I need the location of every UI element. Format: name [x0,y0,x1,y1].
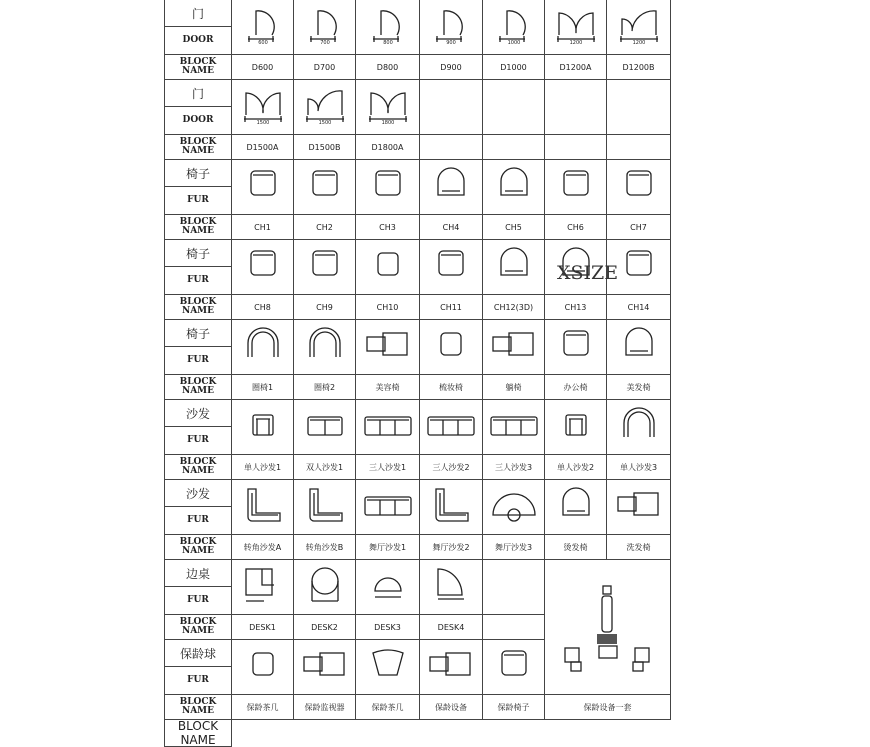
block-name [293,374,356,400]
block-preview-long [419,639,483,695]
block-name-text: 单人沙发2 [556,462,595,472]
block-name [355,374,420,400]
block-name-text: 单人沙发3 [619,462,658,472]
block-preview-sofa3 [419,399,483,455]
block-preview-sofa1 [231,399,294,455]
chairround-icon [614,325,664,369]
empty-cell [544,79,607,135]
block-name [544,454,607,480]
block-name [419,374,483,400]
corner-icon [300,485,350,529]
category-label-cn [164,399,232,427]
block-preview-square [231,639,294,695]
arch-icon [300,325,350,369]
desk4-icon [426,565,476,609]
block-name-label-text: BLOCK NAME [179,537,217,556]
block-name [293,454,356,480]
empty-cell [606,79,671,135]
block-name-text: 三人沙发2 [432,462,470,472]
block-name-label [164,694,232,720]
block-preview-long [293,639,356,695]
category-label-en-text: DOOR [182,115,214,125]
chair-icon [300,165,350,209]
block-name-text: D1200A [559,62,592,72]
block-name-text: CH4 [442,222,460,232]
block-name [606,214,671,240]
block-preview-chairround [482,159,545,215]
category-label-cn [164,559,232,587]
block-name [355,614,420,640]
chair-icon [363,165,413,209]
block-name-text: DESK1 [249,622,276,632]
chairround-icon [489,165,539,209]
block-name [231,54,294,80]
trap-icon [363,645,413,689]
block-name [231,534,294,560]
category-label-cn-text: 沙发 [185,486,210,501]
block-preview-door [355,0,420,55]
block-preview-sofa1 [544,399,607,455]
category-label-en-text: FUR [187,595,209,605]
category-label-cn-text: 门 [191,6,204,21]
block-name-text: D1500B [308,142,341,152]
block-name [355,694,420,720]
sofa3-icon [426,405,476,449]
block-preview-door2 [231,79,294,135]
block-preview-chair [419,239,483,295]
block-preview-arch [293,319,356,375]
block-name-text: 保龄椅子 [497,702,530,712]
block-name-text: D700 [313,62,336,72]
bowling-set-icon [553,582,663,672]
block-preview-chair [544,319,607,375]
block-name-text: CH10 [376,302,399,312]
block-preview-long [355,319,420,375]
door-icon [426,5,476,49]
square-icon [363,245,413,289]
block-name [544,214,607,240]
block-name [355,294,420,320]
category-label-en-text: FUR [187,515,209,525]
block-name-text: 双人沙发1 [305,462,344,472]
category-label-en-text: FUR [187,435,209,445]
block-name-text: 保龄茶几 [371,702,404,712]
block-name-label-text: BLOCK NAME [179,137,217,156]
block-name [482,54,545,80]
block-name [419,54,483,80]
block-preview-corner [419,479,483,535]
category-label-en-text: FUR [187,675,209,685]
block-name-text: DESK4 [437,622,465,632]
block-preview-chair [544,159,607,215]
block-name [482,454,545,480]
block-name-text: CH8 [254,302,271,312]
block-name-text: CH13 [564,302,587,312]
block-preview-sofa2 [293,399,356,455]
block-name [419,614,483,640]
block-name-text: D800 [376,62,399,72]
chair-icon [238,165,288,209]
square-icon [426,325,476,369]
category-label-cn-text: 椅子 [185,246,210,261]
chair-icon [614,165,664,209]
empty-cell [544,134,607,160]
category-label-en [164,106,232,135]
block-preview-door [419,0,483,55]
block-name-label [164,719,232,747]
chair-icon [489,645,539,689]
block-name [293,534,356,560]
block-name [231,694,294,720]
block-name-text: DESK3 [374,622,401,632]
long-icon [489,325,539,369]
door2-icon [551,5,601,49]
corner-icon [238,485,288,529]
block-name-text: 舞厅沙发2 [432,542,470,552]
block-name-text: 保龄设备 [435,702,467,712]
block-name-text: CH9 [316,302,333,312]
block-name [293,294,356,320]
watermark: XSIZE [557,262,619,284]
door2b-icon [300,85,350,129]
category-label-en-text: FUR [187,275,209,285]
block-name [419,454,483,480]
category-label-en [164,346,232,375]
block-name-label [164,134,232,160]
block-name-label-text: BLOCK NAME [179,377,217,396]
block-name [419,214,483,240]
block-name-label-text: BLOCK NAME [179,697,217,716]
block-preview-door2b [293,79,356,135]
block-name [293,54,356,80]
chair-icon [551,325,601,369]
block-preview-long [606,479,671,535]
door-icon [363,5,413,49]
block-name-text: 舞厅沙发3 [494,542,533,552]
block-name-text: DESK2 [311,622,338,632]
square-icon [238,645,288,689]
block-preview-chairround [606,319,671,375]
block-name-text: CH6 [567,222,584,232]
block-name [231,374,294,400]
block-name-label [164,614,232,640]
svg-text:1500: 1500 [318,120,331,126]
empty-cell [482,79,545,135]
block-preview-square [355,239,420,295]
block-name-label [164,214,232,240]
sofa1-icon [238,405,288,449]
block-name-text: 圈椅1 [251,382,274,392]
category-label-cn-text: 椅子 [185,166,210,181]
block-name [482,374,545,400]
block-name-label-text: BLOCK NAME [179,617,217,636]
block-name [419,534,483,560]
sofa1-icon [551,405,601,449]
chair-icon [614,245,664,289]
block-name-text: 躺椅 [505,382,522,392]
block-name [606,454,671,480]
sofa3-icon [363,485,413,529]
block-preview-chair [231,159,294,215]
category-label-cn [164,319,232,347]
block-name-text: CH3 [379,222,396,232]
category-label-en-text: FUR [187,355,209,365]
empty-cell [606,134,671,160]
category-label-en [164,26,232,55]
block-name [231,214,294,240]
block-name-text: D1000 [500,62,527,72]
block-preview-door2 [355,79,420,135]
category-label-cn-text: 保龄球 [179,646,216,661]
block-preview-door [293,0,356,55]
block-preview-door [482,0,545,55]
block-name-text: D900 [440,62,462,72]
block-name-text: 三人沙发1 [368,462,407,472]
block-preview-door [231,0,294,55]
block-name [544,374,607,400]
category-label-en-text: FUR [187,195,209,205]
block-name-label-text: BLOCK NAME [179,217,217,236]
block-name-text: 三人沙发3 [494,462,533,472]
empty-cell [482,614,545,640]
block-name [355,134,420,160]
block-name-text: CH5 [505,222,522,232]
category-label-en [164,586,232,615]
block-name-label-text: BLOCK NAME [179,57,217,76]
block-name-text: 舞厅沙发1 [368,542,407,552]
door2-icon [363,85,413,129]
semi-icon [489,485,539,529]
block-name-text: 美容椅 [375,382,400,392]
block-name [544,694,671,720]
block-preview-chairround [419,159,483,215]
block-name-text: D1500A [246,142,279,152]
block-preview-arch [606,399,671,455]
block-name [231,454,294,480]
block-name-text: 保龄茶几 [246,702,279,712]
block-name-text: 保龄设备一套 [583,702,632,712]
chair-icon [300,245,350,289]
empty-cell [482,559,545,615]
svg-text:1200: 1200 [569,40,582,46]
category-label-cn [164,239,232,267]
block-name [606,294,671,320]
sofa2-icon [300,405,350,449]
door-icon [300,5,350,49]
block-name [544,294,607,320]
long-icon [363,325,413,369]
block-preview-desk1 [231,559,294,615]
block-preview-sofa3 [355,479,420,535]
svg-text:900: 900 [446,40,456,46]
block-name [293,214,356,240]
block-preview-chair [482,639,545,695]
block-name-text: CH14 [627,302,650,312]
block-name [544,534,607,560]
block-preview-square [419,319,483,375]
long-icon [614,485,664,529]
desk2-icon [300,565,350,609]
category-label-en [164,426,232,455]
block-name-text: 保龄监视器 [304,702,345,712]
block-name [293,614,356,640]
category-label-en [164,506,232,535]
block-preview-bowling-set [544,559,671,695]
block-preview-chairround [544,479,607,535]
block-name-text: CH12(3D) [493,302,534,312]
svg-text:1000: 1000 [507,40,520,46]
block-preview-corner [231,479,294,535]
block-name-label [164,534,232,560]
block-preview-desk2 [293,559,356,615]
block-preview-sofa3 [355,399,420,455]
block-name-text: CH2 [316,222,333,232]
door-icon [238,5,288,49]
svg-text:600: 600 [257,40,268,46]
category-label-en-text: DOOR [182,35,214,45]
block-name [419,294,483,320]
chairround-icon [551,485,601,529]
arch-icon [614,405,664,449]
block-name [606,534,671,560]
svg-text:1800: 1800 [381,120,394,126]
block-preview-corner [293,479,356,535]
block-preview-semi [482,479,545,535]
chair-icon [426,245,476,289]
door2-icon [238,85,288,129]
sofa3-icon [489,405,539,449]
category-label-en [164,266,232,295]
block-name-text: 圈椅2 [313,382,336,392]
block-name [606,374,671,400]
block-name [355,54,420,80]
door2b-icon [614,5,664,49]
svg-text:800: 800 [382,40,393,46]
block-preview-desk3 [355,559,420,615]
block-name [355,534,420,560]
block-name [355,454,420,480]
empty-cell [482,134,545,160]
block-name-text: 单人沙发1 [243,462,282,472]
category-label-cn [164,0,232,27]
category-label-cn [164,639,232,667]
block-name [482,214,545,240]
category-label-cn-text: 沙发 [185,406,210,421]
block-preview-chair [231,239,294,295]
block-preview-sofa3 [482,399,545,455]
block-name [482,694,545,720]
block-name-label [164,54,232,80]
block-name-text: D1800A [371,142,404,152]
block-name-label-text: BLOCK NAME [179,297,217,316]
block-name-text: 美发椅 [626,382,651,392]
chairround-icon [426,165,476,209]
block-preview-desk4 [419,559,483,615]
block-preview-chairround [482,239,545,295]
block-name-text: 转角沙发B [305,542,344,552]
arch-icon [238,325,288,369]
block-name [231,294,294,320]
chairround-icon [489,245,539,289]
block-name-label [164,454,232,480]
category-label-cn [164,79,232,107]
category-label-en [164,186,232,215]
block-preview-chair [606,159,671,215]
block-name [293,694,356,720]
block-name-label-text: BLOCK NAME [179,457,217,476]
block-name [293,134,356,160]
category-label-cn-text: 边桌 [185,566,210,581]
block-name-label-text: BLOCK NAME [177,719,219,747]
door-icon [489,5,539,49]
block-preview-chair [293,159,356,215]
category-label-cn [164,479,232,507]
block-name-text: D600 [251,62,274,72]
chair-icon [551,165,601,209]
block-preview-trap [355,639,420,695]
block-name-text: D1200B [622,62,655,72]
block-name-label [164,294,232,320]
block-name-text: CH11 [440,302,462,312]
block-preview-chair [293,239,356,295]
empty-cell [419,134,483,160]
block-name-text: 办公椅 [563,382,588,392]
block-name [482,534,545,560]
block-name [231,134,294,160]
block-name [231,614,294,640]
long-icon [426,645,476,689]
sofa3-icon [363,405,413,449]
block-preview-arch [231,319,294,375]
block-name-label [164,374,232,400]
category-label-en [164,666,232,695]
svg-text:1200: 1200 [632,40,645,46]
block-name-text: CH7 [630,222,647,232]
block-name [544,54,607,80]
block-name [606,54,671,80]
svg-text:1500: 1500 [256,120,269,126]
block-preview-chair [355,159,420,215]
svg-text:700: 700 [319,40,330,46]
block-preview-door2b [606,0,671,55]
block-name-text: CH1 [254,222,271,232]
chair-icon [238,245,288,289]
block-preview-door2 [544,0,607,55]
block-name-text: 烫发椅 [563,542,588,552]
category-label-cn-text: 椅子 [185,326,210,341]
category-label-cn-text: 门 [191,86,204,101]
block-name [419,694,483,720]
corner-icon [426,485,476,529]
block-name-text: 梳妆椅 [439,382,463,392]
empty-cell [419,79,483,135]
block-name [355,214,420,240]
block-name-text: 转角沙发A [243,542,282,552]
block-preview-long [482,319,545,375]
desk3-icon [363,565,413,609]
block-name-text: 洗发椅 [626,542,651,552]
desk1-icon [238,565,288,609]
category-label-cn [164,159,232,187]
block-name [482,294,545,320]
long-icon [300,645,350,689]
